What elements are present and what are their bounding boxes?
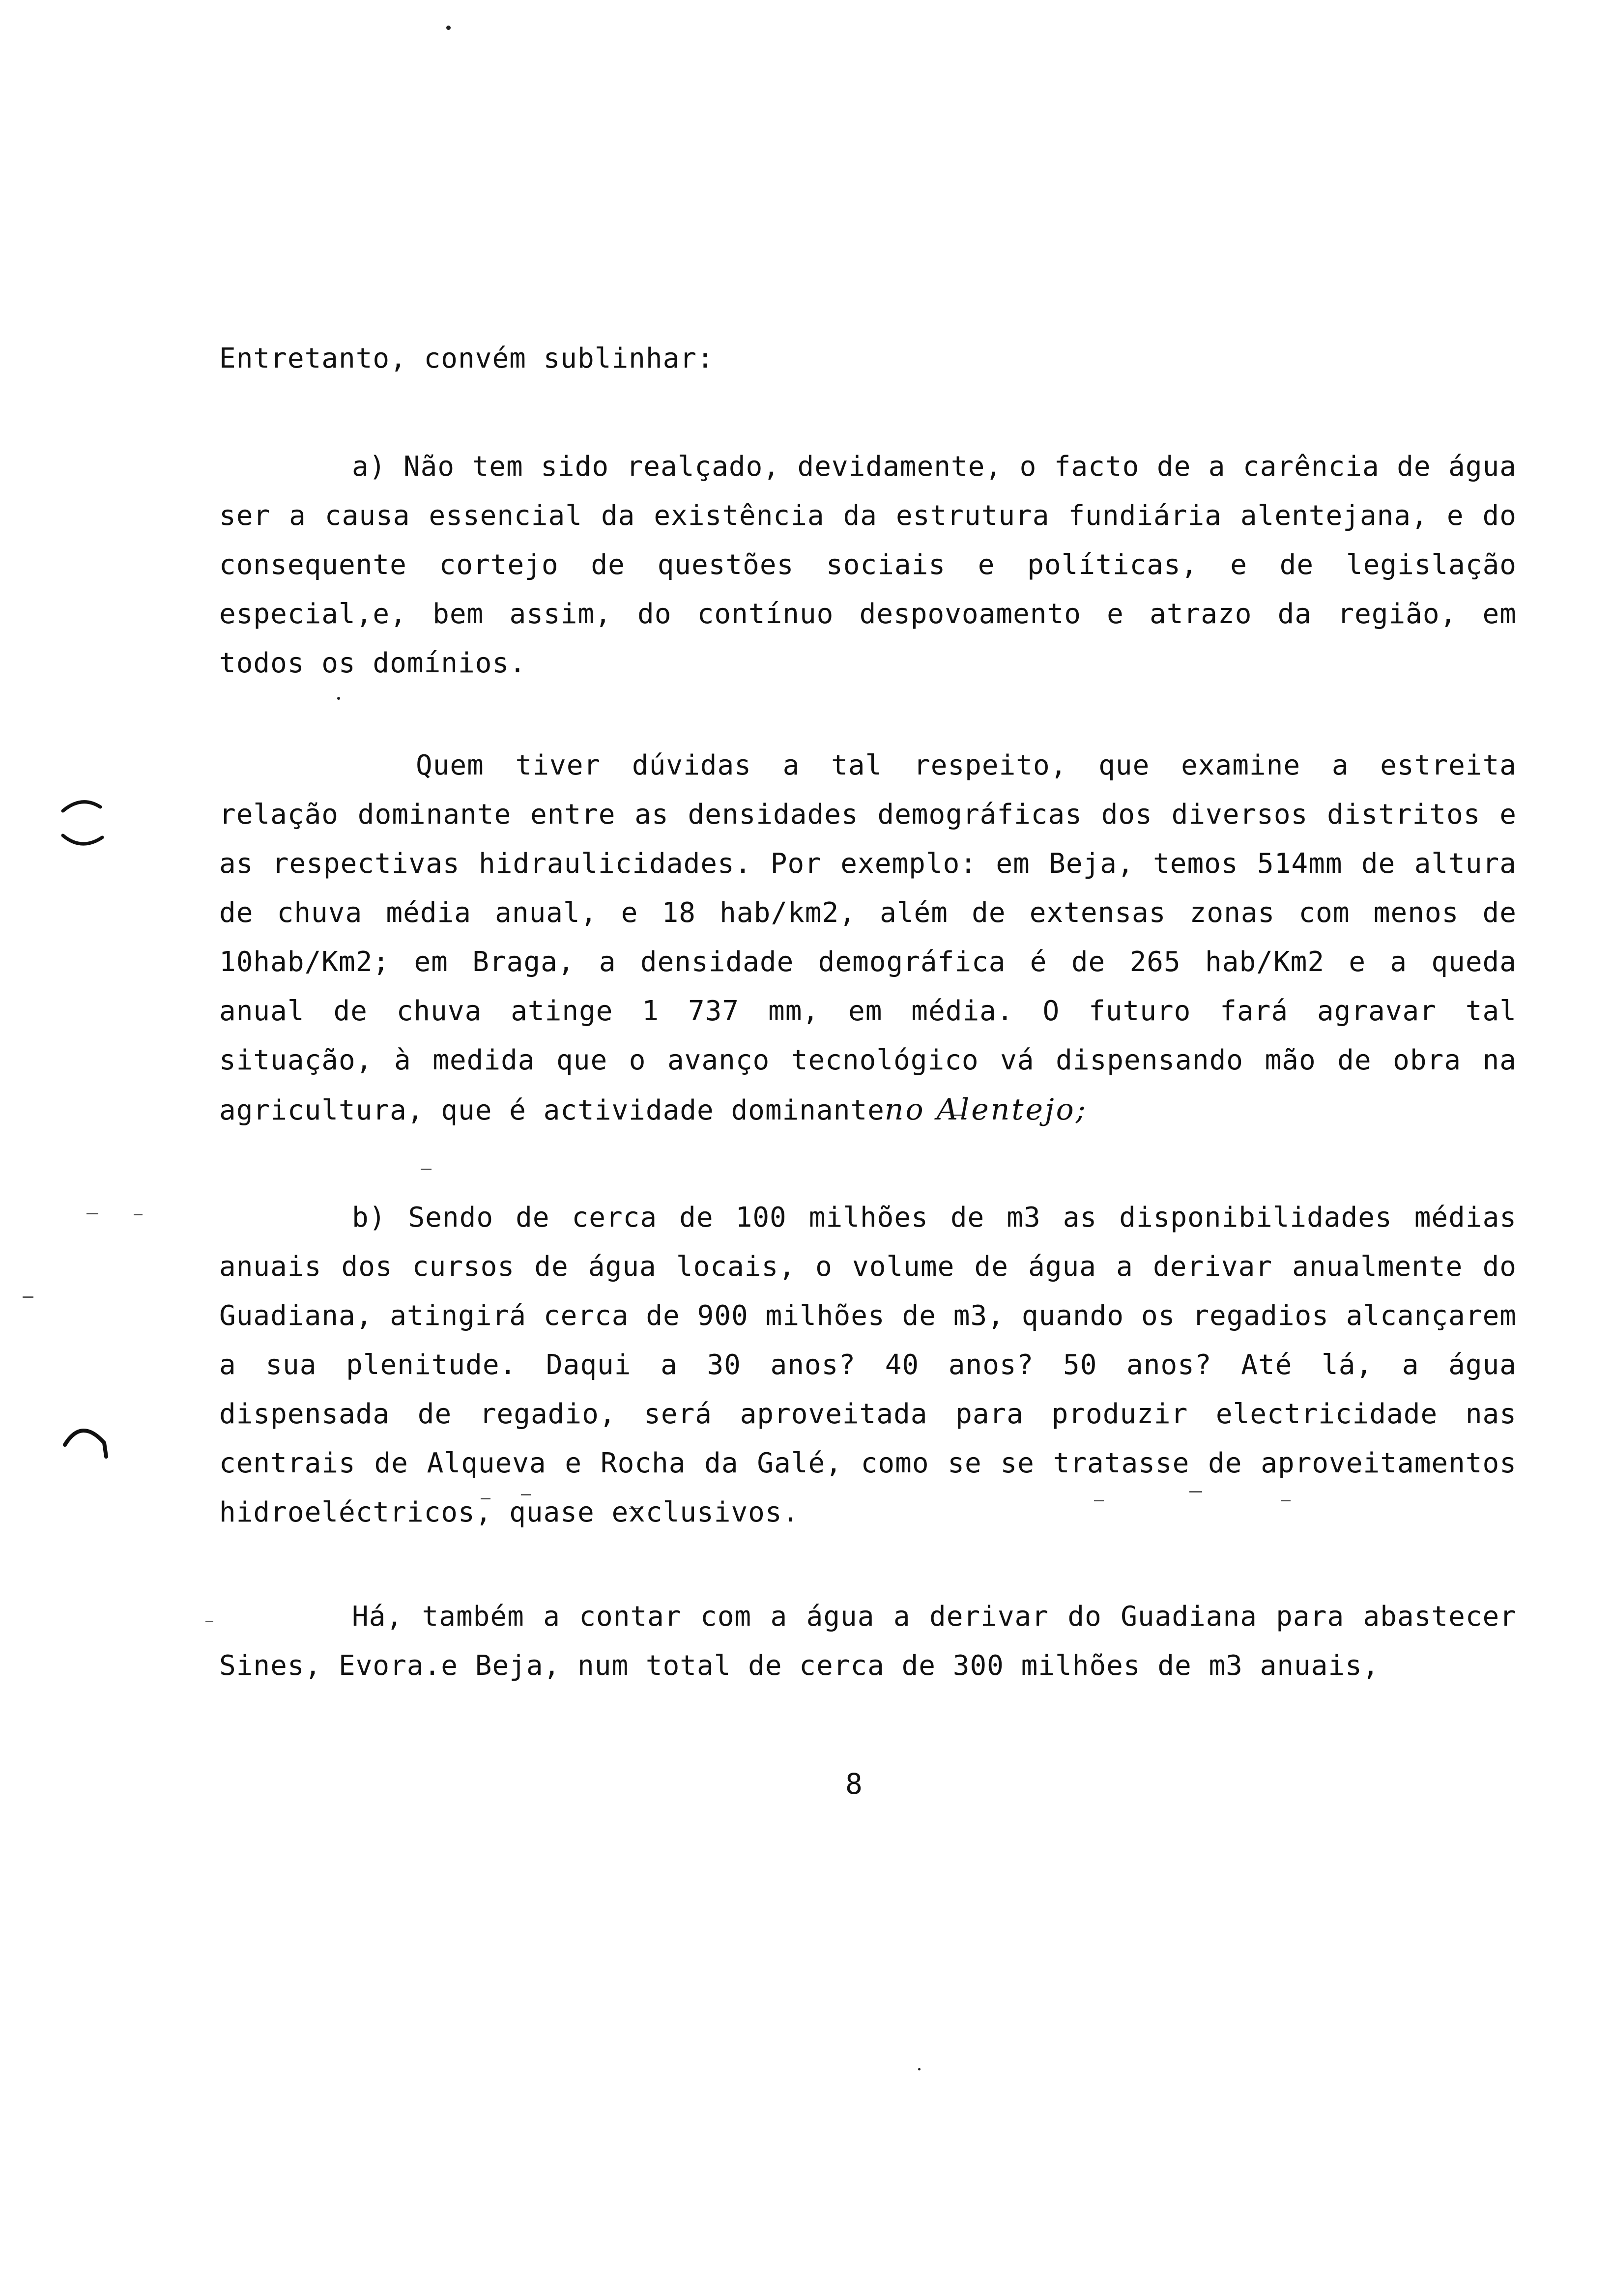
paragraph-quem-text: Quem tiver dúvidas a tal respeito, que examine a estreita relação dominante entre as densidades demográficas dos diversos distritos e as respectivas hidraulicidades. Por exemplo: em Beja, temos 514mm de altura de chuva média anual, e 18 hab/km2, além de extensas zonas com menos de 10hab/Km2; em Braga, a densidade demográfica é de 265 hab/Km2 e a queda anual de chuva atinge 1 737 mm, em média. O futuro fará agravar tal situação, à medida que o avanço tecnológico vá dispensando mão de obra na agricultura, que é actividade dominante <box>219 749 1517 1126</box>
paragraph-a: a) Não tem sido realçado, devidamente, o facto de a carência de água ser a causa essencial da existência da estrutura fundiária alentejana, e do consequente cortejo de questões sociais e políticas, e de legislação especial,e, bem assim, do contínuo despovoamento e atrazo da região, em todos os domínios. <box>219 451 1517 679</box>
scan-speck <box>918 2068 921 2070</box>
scan-speck <box>337 697 340 700</box>
scan-mark <box>205 1621 213 1622</box>
scan-speck <box>446 26 451 30</box>
page-number: 8 <box>845 1767 863 1801</box>
punch-hole-mark <box>58 796 105 851</box>
punch-hole-mark <box>62 1415 109 1470</box>
paragraph-ha: Há, também a contar com a água a derivar do Guadiana para abastecer Sines, Evora.e Beja, num total de cerca de 300 milhões de m3 anuais, <box>219 1601 1517 1682</box>
intro-line: Entretanto, convém sublinhar: <box>219 343 714 374</box>
scan-mark <box>134 1214 143 1215</box>
scan-mark <box>23 1296 33 1298</box>
paragraph-quem <box>219 741 1517 1135</box>
handwritten-insert: no Alentejo; <box>884 1092 1088 1127</box>
scan-mark <box>421 1169 432 1170</box>
scan-mark <box>86 1213 98 1214</box>
paragraph-b: b) Sendo de cerca de 100 milhões de m3 as disponibilidades médias anuais dos cursos de água locais, o volume de água a derivar anualmente do Guadiana, atingirá cerca de 900 milhões de m3, quando os regadios alcançarem a sua plenitude. Daqui a 30 anos? 40 anos? 50 anos? Até lá, a água dispensada de regadio, será aproveitada para produzir electricidade nas centrais de Alqueva e Rocha da Galé, como se se tratasse de aproveitamentos hidroeléctricos, quase exclusivos. <box>219 1202 1517 1528</box>
